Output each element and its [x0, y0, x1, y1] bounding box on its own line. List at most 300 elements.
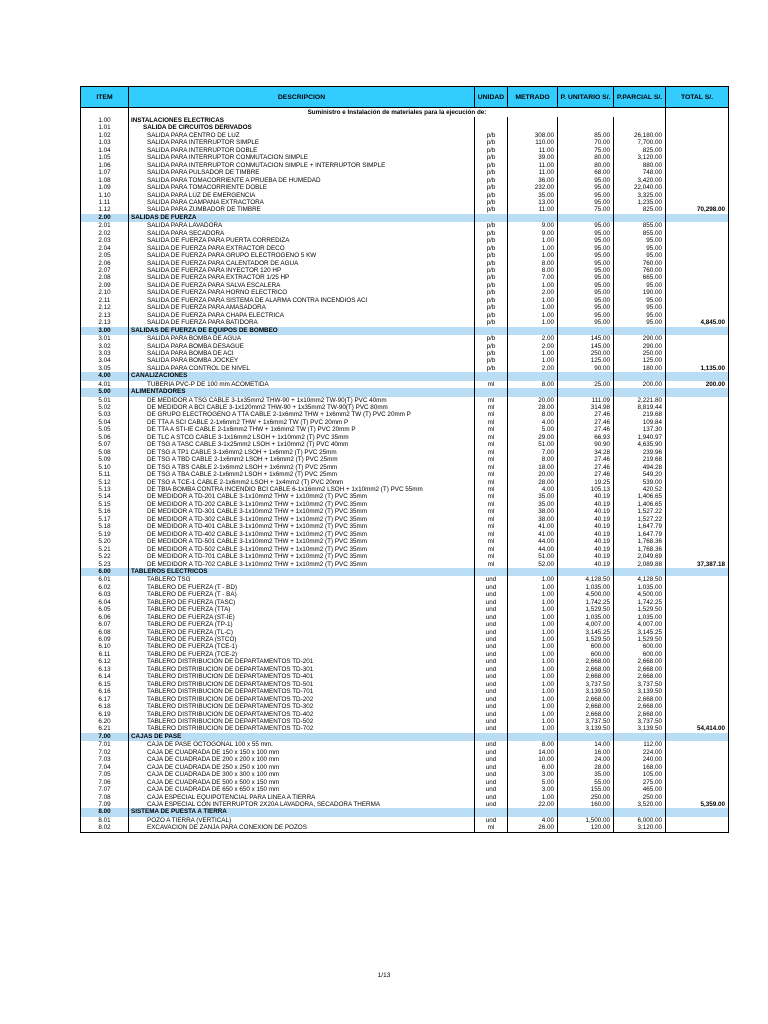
cell-unit: ml: [475, 479, 508, 486]
col-header-metrado: METRADO: [508, 87, 558, 108]
cell-pu: 125.00: [558, 357, 614, 364]
cell-item: 1.03: [81, 139, 129, 146]
cell-desc: TABLERO DISTRIBUCION DE DEPARTAMENTOS TD-701: [129, 688, 475, 695]
cell-item: 1.12: [81, 206, 129, 213]
cell-unit: und: [475, 658, 508, 665]
cell-total: [666, 252, 729, 259]
cell-desc: DE MEDIDOR A BCI CABLE 3-1x120mm2 THW-90 + 1x35mm2 TW-90(T) PVC 80mm: [129, 404, 475, 411]
cell-item: 1.07: [81, 169, 129, 176]
cell-metrado: 232.00: [508, 184, 558, 191]
cell-pu: 2,668.00: [558, 666, 614, 673]
cell-item: 5.06: [81, 434, 129, 441]
cell-item: 7.00: [81, 733, 129, 741]
cell-unit: p/b: [475, 357, 508, 364]
cell-desc: TABLERO DISTRIBUCION DE DEPARTAMENTOS TD-301: [129, 666, 475, 673]
table-row: [81, 434, 729, 441]
cell-desc: DE MEDIDOR A TD-302 CABLE 3-1x10mm2 THW + 1x10mm2 (T) PVC 35mm: [129, 516, 475, 523]
cell-pu: [558, 117, 614, 124]
cell-desc: CANALIZACIONES: [129, 372, 475, 380]
cell-metrado: 3.00: [508, 771, 558, 778]
cell-metrado: 1.00: [508, 711, 558, 718]
cell-metrado: 52.00: [508, 561, 558, 568]
cell-pu: 3,139.50: [558, 725, 614, 732]
table-row: [81, 282, 729, 289]
cell-pu: [558, 733, 614, 741]
cell-total: [666, 147, 729, 154]
cell-item: 6.16: [81, 688, 129, 695]
cell-metrado: 7.00: [508, 449, 558, 456]
cell-metrado: [508, 388, 558, 396]
cell-pp: 1,768.36: [614, 538, 666, 545]
cell-item: 2.00: [81, 214, 129, 222]
cell-pp: [614, 568, 666, 576]
cell-item: 2.10: [81, 289, 129, 296]
cell-total: [666, 404, 729, 411]
cell-pu: 105.13: [558, 486, 614, 493]
cell-item: 1.00: [81, 117, 129, 124]
cell-desc: DE TSG A TBD CABLE 2-1x6mm2 LSOH + 1x6mm2 (T) PVC 25mm: [129, 456, 475, 463]
cell-pp: 1,647.79: [614, 531, 666, 538]
col-header-unidad: UNIDAD: [475, 87, 508, 108]
cell-pp: [614, 327, 666, 335]
cell-pu: 40.19: [558, 523, 614, 530]
cell-desc: TABLERO TSG: [129, 576, 475, 583]
cell-pu: 95.00: [558, 192, 614, 199]
cell-item: 7.07: [81, 786, 129, 793]
cell-total: [666, 471, 729, 478]
cell-pp: 275.00: [614, 779, 666, 786]
table-row: [81, 794, 729, 801]
cell-item: 7.03: [81, 756, 129, 763]
cell-metrado: 35.00: [508, 493, 558, 500]
cell-metrado: 1.00: [508, 673, 558, 680]
table-row: [81, 162, 729, 169]
cell-pu: [558, 214, 614, 222]
cell-pu: 25.00: [558, 381, 614, 388]
cell-total: [666, 245, 729, 252]
cell-total: [666, 531, 729, 538]
cell-total: [666, 274, 729, 281]
cell-unit: und: [475, 703, 508, 710]
table-row: [81, 419, 729, 426]
cell-total: [666, 479, 729, 486]
cell-metrado: 2.00: [508, 343, 558, 350]
table-row: [81, 703, 729, 710]
cell-unit: p/b: [475, 237, 508, 244]
cell-pu: [558, 372, 614, 380]
header-row: [81, 87, 729, 108]
cell-metrado: 1.00: [508, 282, 558, 289]
cell-metrado: 41.00: [508, 531, 558, 538]
cell-item: 2.02: [81, 230, 129, 237]
table-row: [81, 479, 729, 486]
cell-desc: SALIDA DE FUERZA PARA GRUPO ELECTROGENO 5 KW: [129, 252, 475, 259]
cell-desc: CAJA DE CUADRADA DE 500 x 500 x 150 mm: [129, 779, 475, 786]
table-row: [81, 274, 729, 281]
cell-pp: 2,668.00: [614, 658, 666, 665]
table-row: [81, 725, 729, 732]
cell-total: [666, 372, 729, 380]
cell-metrado: 4.00: [508, 419, 558, 426]
cell-metrado: [508, 808, 558, 816]
cell-metrado: 2.00: [508, 335, 558, 342]
cell-pu: 600.00: [558, 643, 614, 650]
table-row: [81, 516, 729, 523]
cell-unit: p/b: [475, 222, 508, 229]
cell-desc: TABLERO DE FUERZA (T - BA): [129, 591, 475, 598]
cell-unit: und: [475, 711, 508, 718]
cell-pp: 290.00: [614, 343, 666, 350]
cell-pu: 95.00: [558, 297, 614, 304]
cell-metrado: 1.00: [508, 584, 558, 591]
cell-pp: 825.00: [614, 206, 666, 213]
cell-desc: DE MEDIDOR A TD-201 CABLE 3-1x10mm2 THW + 1x10mm2 (T) PVC 35mm: [129, 493, 475, 500]
cell-metrado: 1.00: [508, 718, 558, 725]
cell-desc: CAJA DE PASE OCTOGONAL 100 x 55 mm.: [129, 741, 475, 748]
cell-item: 5.18: [81, 523, 129, 530]
cell-total: [666, 711, 729, 718]
cell-metrado: 8.00: [508, 456, 558, 463]
cell-pu: 95.00: [558, 312, 614, 319]
cell-item: 2.07: [81, 267, 129, 274]
cell-metrado: 22.00: [508, 801, 558, 808]
cell-desc: DE MEDIDOR A TD-402 CABLE 3-1x10mm2 THW + 1x10mm2 (T) PVC 35mm: [129, 531, 475, 538]
cell-pp: 8,819.44: [614, 404, 666, 411]
cell-unit: ml: [475, 546, 508, 553]
cell-pp: 3,520.00: [614, 801, 666, 808]
cell-item: 6.07: [81, 621, 129, 628]
cell-metrado: 1.00: [508, 304, 558, 311]
cell-pu: 27.46: [558, 411, 614, 418]
cell-item: 8.00: [81, 808, 129, 816]
cell-item: 7.08: [81, 794, 129, 801]
cell-item: 5.10: [81, 464, 129, 471]
cell-pp: [614, 808, 666, 816]
cell-desc: SISTEMA DE PUESTA A TIERRA: [129, 808, 475, 816]
cell-unit: und: [475, 749, 508, 756]
cell-pu: 40.19: [558, 546, 614, 553]
cell-desc: SALIDA DE FUERZA PARA SISTEMA DE ALARMA CONTRA INCENDIOS ACI: [129, 297, 475, 304]
cell-desc: TABLERO DE FUERZA (T - BD): [129, 584, 475, 591]
table-row: [81, 756, 729, 763]
cell-pp: 2,668.00: [614, 703, 666, 710]
cell-total: [666, 493, 729, 500]
cell-total: [666, 606, 729, 613]
cell-pu: 95.00: [558, 184, 614, 191]
cell-pu: [558, 568, 614, 576]
cell-unit: und: [475, 764, 508, 771]
table-row: [81, 426, 729, 433]
table-row: [81, 139, 729, 146]
col-header-p-parcial: P.PARCIAL S/.: [614, 87, 666, 108]
cell-pu: 95.00: [558, 177, 614, 184]
cell-pp: 125.00: [614, 357, 666, 364]
cell-unit: und: [475, 584, 508, 591]
cell-pp: 2,668.00: [614, 696, 666, 703]
cell-metrado: 35.00: [508, 501, 558, 508]
table-row: [81, 252, 729, 259]
cell-unit: und: [475, 794, 508, 801]
cell-desc: DE TTA A STI-IE CABLE 2-1x6mm2 THW + 1x6mm2 TW (T) PVC 20mm P: [129, 426, 475, 433]
cell-desc: TABLERO DISTRIBUCION DE DEPARTAMENTOS TD-702: [129, 725, 475, 732]
cell-metrado: 1.00: [508, 651, 558, 658]
cell-unit: p/b: [475, 192, 508, 199]
cell-pu: 55.00: [558, 779, 614, 786]
cell-pp: 190.00: [614, 289, 666, 296]
cell-desc: SALIDA PARA BOMBA DE AGUA: [129, 335, 475, 342]
cell-metrado: 1.00: [508, 688, 558, 695]
cell-unit: und: [475, 741, 508, 748]
cell-metrado: [508, 124, 558, 131]
cell-item: 6.04: [81, 599, 129, 606]
cell-unit: [475, 388, 508, 396]
cell-total: [666, 441, 729, 448]
cell-total: [666, 184, 729, 191]
cell-pp: 2,668.00: [614, 673, 666, 680]
cell-total: 1,135.00: [666, 365, 729, 372]
table-row: [81, 177, 729, 184]
cell-unit: ml: [475, 516, 508, 523]
cell-item: 5.02: [81, 404, 129, 411]
cell-item: 5.03: [81, 411, 129, 418]
cell-desc: TABLERO DISTRIBUCION DE DEPARTAMENTOS TD-302: [129, 703, 475, 710]
cell-pp: 420.52: [614, 486, 666, 493]
cell-pu: 80.00: [558, 154, 614, 161]
cell-desc: SALIDA DE FUERZA PARA INYECTOR 120 HP: [129, 267, 475, 274]
cell-metrado: [508, 214, 558, 222]
cell-metrado: 5.00: [508, 426, 558, 433]
cell-desc: DE MEDIDOR A TD-401 CABLE 3-1x10mm2 THW + 1x10mm2 (T) PVC 35mm: [129, 523, 475, 530]
cell-pp: [614, 388, 666, 396]
cell-item: 5.04: [81, 419, 129, 426]
section-row: [81, 568, 729, 576]
cell-item: 2.09: [81, 282, 129, 289]
cell-pu: 1,500.00: [558, 817, 614, 824]
cell-unit: p/b: [475, 365, 508, 372]
cell-desc: TABLERO DE FUERZA (STCO): [129, 636, 475, 643]
cell-pu: 16.00: [558, 749, 614, 756]
cell-desc: TABLERO DE FUERZA (TTA): [129, 606, 475, 613]
cell-metrado: 41.00: [508, 523, 558, 530]
cell-pp: 3,145.25: [614, 629, 666, 636]
table-row: [81, 312, 729, 319]
table-row: [81, 411, 729, 418]
cell-total: [666, 681, 729, 688]
cell-item: 5.07: [81, 441, 129, 448]
cell-pu: 14.00: [558, 741, 614, 748]
subtitle-cell-empty: [81, 108, 129, 118]
cell-pp: 1,406.65: [614, 501, 666, 508]
cell-pp: 105.00: [614, 771, 666, 778]
cell-pu: 95.00: [558, 222, 614, 229]
cell-unit: und: [475, 779, 508, 786]
table-row: [81, 230, 729, 237]
cell-total: [666, 614, 729, 621]
cell-item: 6.18: [81, 703, 129, 710]
cell-desc: TABLERO DISTRIBUCION DE DEPARTAMENTOS TD-201: [129, 658, 475, 665]
cell-unit: und: [475, 786, 508, 793]
cell-item: 3.02: [81, 343, 129, 350]
cell-pp: 4,500.00: [614, 591, 666, 598]
table-row: [81, 666, 729, 673]
cell-total: [666, 666, 729, 673]
table-row: [81, 741, 729, 748]
cell-desc: TABLERO DISTRIBUCION DE DEPARTAMENTOS TD-401: [129, 673, 475, 680]
cell-item: 2.12: [81, 304, 129, 311]
cell-metrado: 1.00: [508, 576, 558, 583]
cell-pp: 3,120.00: [614, 824, 666, 832]
cell-pp: 95.00: [614, 237, 666, 244]
cell-metrado: 6.00: [508, 764, 558, 771]
cell-pp: 2,668.00: [614, 666, 666, 673]
cell-metrado: 1.00: [508, 319, 558, 326]
cell-total: [666, 162, 729, 169]
cell-pp: 3,325.00: [614, 192, 666, 199]
cell-unit: und: [475, 718, 508, 725]
table-row: [81, 486, 729, 493]
cell-desc: TABLERO DISTRIBUCION DE DEPARTAMENTOS TD-501: [129, 681, 475, 688]
cell-desc: TABLERO DE FUERZA (TASC): [129, 599, 475, 606]
cell-total: [666, 456, 729, 463]
cell-item: 6.20: [81, 718, 129, 725]
cell-pp: 3,139.50: [614, 688, 666, 695]
cell-pu: 75.00: [558, 147, 614, 154]
table-row: [81, 523, 729, 530]
cell-pp: 1,406.65: [614, 493, 666, 500]
cell-metrado: 1.00: [508, 621, 558, 628]
cell-metrado: 38.00: [508, 516, 558, 523]
cell-unit: p/b: [475, 289, 508, 296]
cell-pp: 1,742.25: [614, 599, 666, 606]
cell-unit: p/b: [475, 206, 508, 213]
cell-item: 6.08: [81, 629, 129, 636]
table-row: [81, 696, 729, 703]
cell-pu: 85.00: [558, 132, 614, 139]
cell-item: 2.08: [81, 274, 129, 281]
cell-item: 2.13: [81, 312, 129, 319]
cell-desc: SALIDA DE FUERZA PARA PUERTA CORREDIZA: [129, 237, 475, 244]
cell-item: 6.05: [81, 606, 129, 613]
cell-item: 8.01: [81, 817, 129, 824]
cell-item: 5.00: [81, 388, 129, 396]
cell-pu: [558, 327, 614, 335]
cell-item: 7.05: [81, 771, 129, 778]
budget-table: [80, 86, 729, 833]
cell-item: 5.05: [81, 426, 129, 433]
cell-total: [666, 297, 729, 304]
cell-pp: 250.00: [614, 794, 666, 801]
cell-pu: 3,737.50: [558, 681, 614, 688]
cell-pp: 22,040.00: [614, 184, 666, 191]
cell-pu: 111.09: [558, 397, 614, 404]
cell-unit: ml: [475, 441, 508, 448]
cell-unit: [475, 214, 508, 222]
cell-unit: [475, 733, 508, 741]
cell-desc: SALIDA PARA INTERRUPTOR CONMUTACION SIMPLE + INTERRUPTOR SIMPLE: [129, 162, 475, 169]
table-row: [81, 132, 729, 139]
cell-pp: 3,420.00: [614, 177, 666, 184]
cell-pu: 3,139.50: [558, 688, 614, 695]
cell-item: 6.13: [81, 666, 129, 673]
cell-desc: DE MEDIDOR A TD-301 CABLE 3-1x10mm2 THW + 1x10mm2 (T) PVC 35mm: [129, 508, 475, 515]
cell-desc: CAJA ESPECIAL EQUIPOTENCIAL PARA LINEA A TIERRA: [129, 794, 475, 801]
cell-total: [666, 501, 729, 508]
cell-total: [666, 154, 729, 161]
cell-unit: und: [475, 629, 508, 636]
table-row: [81, 658, 729, 665]
cell-pu: 70.00: [558, 139, 614, 146]
cell-item: 2.05: [81, 252, 129, 259]
cell-total: [666, 388, 729, 396]
cell-desc: DE TSG A TBS CABLE 2-1x6mm2 LSOH + 1x6mm2 (T) PVC 25mm: [129, 464, 475, 471]
cell-pp: 109.84: [614, 419, 666, 426]
cell-total: 200.00: [666, 381, 729, 388]
cell-item: 2.04: [81, 245, 129, 252]
cell-unit: und: [475, 621, 508, 628]
cell-item: 6.19: [81, 711, 129, 718]
table-row: [81, 576, 729, 583]
cell-total: [666, 177, 729, 184]
cell-unit: p/b: [475, 274, 508, 281]
cell-pp: 240.00: [614, 756, 666, 763]
cell-metrado: 110.00: [508, 139, 558, 146]
cell-pp: 4,007.00: [614, 621, 666, 628]
cell-total: [666, 312, 729, 319]
cell-total: [666, 651, 729, 658]
table-row: [81, 786, 729, 793]
table-row: [81, 441, 729, 448]
cell-metrado: 28.00: [508, 404, 558, 411]
cell-total: 70,298.00: [666, 206, 729, 213]
cell-total: [666, 169, 729, 176]
cell-unit: p/b: [475, 343, 508, 350]
table-row: [81, 779, 729, 786]
cell-item: 6.17: [81, 696, 129, 703]
subtitle-row: [81, 108, 729, 118]
table-row: [81, 343, 729, 350]
cell-metrado: [508, 327, 558, 335]
cell-unit: ml: [475, 419, 508, 426]
cell-metrado: 11.00: [508, 162, 558, 169]
cell-pu: 27.46: [558, 426, 614, 433]
cell-metrado: 13.00: [508, 199, 558, 206]
cell-desc: DE TBIA BOMBA CONTRA INCENDIO BCI CABLE 6-1x16mm2 LSOH + 1x10mm2 (T) PVC 55mm: [129, 486, 475, 493]
table-row: [81, 199, 729, 206]
cell-metrado: 5.00: [508, 779, 558, 786]
cell-unit: ml: [475, 824, 508, 832]
page-number: 1/13: [377, 972, 391, 979]
cell-desc: CAJA DE CUADRADA DE 650 x 650 x 150 mm: [129, 786, 475, 793]
cell-pp: 855.00: [614, 230, 666, 237]
cell-desc: SALIDA PARA CONTROL DE NIVEL: [129, 365, 475, 372]
cell-pu: 4,500.00: [558, 591, 614, 598]
cell-unit: ml: [475, 426, 508, 433]
table-row: [81, 688, 729, 695]
cell-pu: 250.00: [558, 794, 614, 801]
cell-pp: 180.00: [614, 365, 666, 372]
cell-desc: SALIDA DE FUERZA PARA CHAPA ELECTRICA: [129, 312, 475, 319]
cell-item: 1.06: [81, 162, 129, 169]
cell-total: 54,414.00: [666, 725, 729, 732]
table-row: [81, 508, 729, 515]
cell-metrado: 1.00: [508, 245, 558, 252]
cell-unit: p/b: [475, 252, 508, 259]
cell-total: [666, 553, 729, 560]
cell-total: [666, 696, 729, 703]
cell-metrado: 4.00: [508, 486, 558, 493]
cell-desc: SALIDA DE FUERZA PARA AMASADORA: [129, 304, 475, 311]
cell-item: 5.12: [81, 479, 129, 486]
